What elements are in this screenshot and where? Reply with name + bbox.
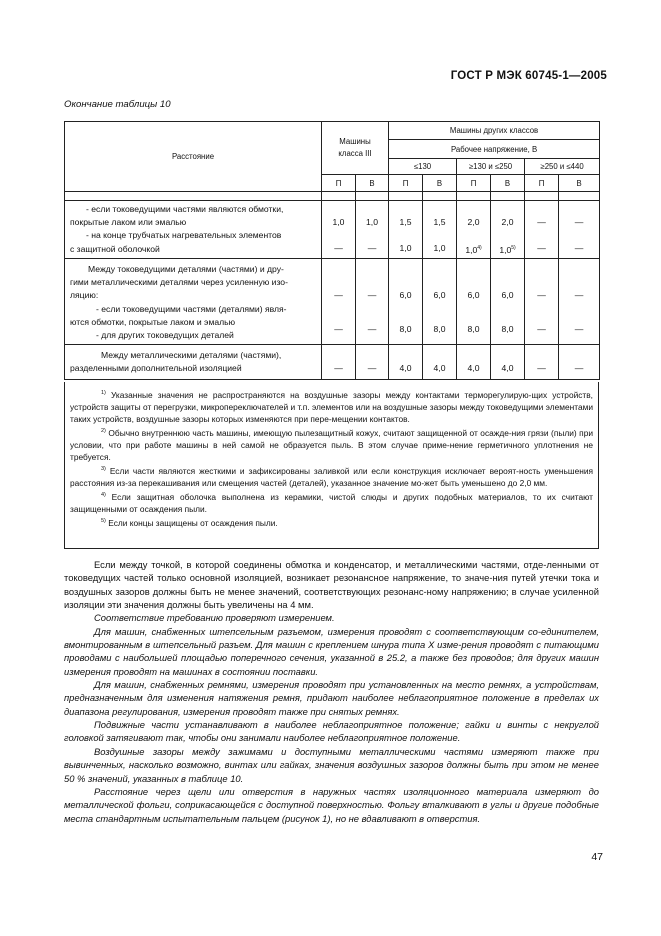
row-3-label: Между металлическими деталями (частями), разделенными дополнительной изоляцией <box>65 345 322 380</box>
table-cell: 2,0 1,0$^{5)}$ <box>491 201 525 259</box>
paragraph: Для машин, снабженных ремнями, измерения проводят при установленных на место ремнях, а устройствам, предназначенным для изменения натяжения ремня, придают наиболее неблагоприятное положение в пределах их диапазона регулирования, измерения проводят также при снятых ремнях. <box>64 679 599 717</box>
clearance-table <box>64 121 600 380</box>
table-cell: — — <box>525 259 559 345</box>
table-cell: 4,0 <box>491 345 525 380</box>
header-voltage-range-2: ≥130 и ≤250 <box>457 159 525 175</box>
body-text <box>64 558 599 825</box>
table-footnotes <box>64 382 599 549</box>
header-b: В <box>356 175 389 192</box>
table-caption: Окончание таблицы 10 <box>64 99 171 110</box>
document-id: ГОСТ Р МЭК 60745-1—2005 <box>450 70 607 82</box>
table-cell: 1,0 — <box>322 201 356 259</box>
table-cell: 4,0 <box>457 345 491 380</box>
table-cell: — — <box>559 201 600 259</box>
table-cell: — — <box>322 259 356 345</box>
table-cell: 6,0 8,0 <box>457 259 491 345</box>
table-cell: 4,0 <box>389 345 423 380</box>
paragraph: Подвижные части устанавливают в наиболее неблагоприятное положение; гайки и винты с некруглой головкой затягивают так, чтобы они занимали наиболее неблагоприятное положение. <box>64 719 599 744</box>
table-cell: 6,0 8,0 <box>491 259 525 345</box>
header-p: П <box>457 175 491 192</box>
header-voltage-range-1: ≤130 <box>389 159 457 175</box>
table-cell: — <box>322 345 356 380</box>
table-cell: — — <box>559 259 600 345</box>
footnote-1: $^{1)}$ Указанные значения не распространяются на воздушные зазоры между контактами терморегулирую-щих устройств, устройств защиты от перегрузки, микропереключателей и т.п. элементов или на воздушные зазоры между токоведущими элементами таких устройств, воздушные зазоры которых изменяются при пере-мещении контактов. <box>70 389 593 424</box>
paragraph: Расстояние через щели или отверстия в наружных частях изоляционного материала измеряют до металлической фольги, соприкасающейся с доступной поверхностью. Фольгу вталкивают в углы и другие подобные места стандартным испытательным пальцем (рисунок 1), но не вдавливают в отверстия. <box>64 785 599 824</box>
header-working-voltage: Рабочее напряжение, В <box>389 140 600 159</box>
table-cell: — — <box>525 201 559 259</box>
table-cell: 1,5 1,0 <box>389 201 423 259</box>
table-cell: — <box>356 345 389 380</box>
paragraph: Если между точкой, в которой соединены обмотка и конденсатор, и металлическими частями, отде-ленными от токоведущих частей только основной изоляцией, возникает резонансное напряжение, то значе-ния путей утечки тока и воздушных зазоров должны быть не менее значений, соответствующих резонанс-ному напряжению; в случае усиленной изоляции эти значения должны быть увеличены на 4 мм. <box>64 559 599 611</box>
table-cell: 4,0 <box>423 345 457 380</box>
footnote-4: $^{4)}$ Если защитная оболочка выполнена из керамики, чистой слюды и других подобных материалов, то их считают защищенными от осаждения пыли. <box>70 491 594 514</box>
header-b: В <box>491 175 525 192</box>
page-number: 47 <box>591 851 603 863</box>
row-2-label: Между токоведущими деталями (частями) и дру- гими металлическими деталями через усиленную изо- ляцию: - если токоведущими частями (деталями) явля- ются обмотки, покрытые лаком и эмалью - для других токоведущих деталей <box>65 259 322 345</box>
footnote-2: $^{2)}$ Обычно внутреннюю часть машины, имеющую пылезащитный кожух, считают защищенной от осажде-ния грязи (пыли) при условии, что при работе машины в ней самой не образуется пыль. В этом случае приме-нение герметичного уплотнения не требуется. <box>70 427 593 463</box>
table-cell: 6,0 8,0 <box>423 259 457 345</box>
footnote-3: $^{3)}$ Если части являются жесткими и зафиксированы заливкой или если конструкция исключает вероят-ность уменьшения расстояния из-за перекашивания или смещения частей (деталей), указанное значение мо-жет быть уменьшено до 2,0 мм. <box>70 465 593 488</box>
table-cell: — — <box>356 259 389 345</box>
paragraph: Соответствие требованию проверяют измерением. <box>94 612 335 624</box>
header-distance: Расстояние <box>65 122 322 192</box>
table-cell: — <box>559 345 600 380</box>
header-p: П <box>525 175 559 192</box>
table-cell: 1,5 1,0 <box>423 201 457 259</box>
header-p: П <box>389 175 423 192</box>
table-cell: 1,0 — <box>356 201 389 259</box>
footnote-5: $^{5)}$ Если концы защищены от осаждения пыли. <box>101 517 278 528</box>
header-voltage-range-3: ≥250 и ≤440 <box>525 159 600 175</box>
header-class-3: Машины класса III <box>322 122 389 175</box>
paragraph: Для машин, снабженных штепсельным разъемом, измерения проводят с соответствующим со-единителем, вмонтированным в штепсельный разъем. Для машин с креплением шнура типа X изме-рения проводят с питающими проводами с наибольшей площадью поперечного сечения, указанной в 25.2, а также без проводов; для других машин измерения проводят на машинах в состоянии поставки. <box>64 625 599 677</box>
row-1-label: - если токоведущими частями являются обмотки, покрытые лаком или эмалью - на конце трубчатых нагревательных элементов с защитной оболочкой <box>65 201 322 259</box>
header-other-classes: Машины других классов <box>389 122 600 140</box>
header-p: П <box>322 175 356 192</box>
paragraph: Воздушные зазоры между зажимами и доступными металлическими частями измеряют также при вывинченных, насколько возможно, винтах или гайках, значения воздушных зазоров должны быть при этом не менее 50 % значений, указанных в таблице 10. <box>64 745 599 784</box>
table-cell: — <box>525 345 559 380</box>
header-b: В <box>559 175 600 192</box>
table-cell: 2,0 1,0$^{4)}$ <box>457 201 491 259</box>
header-b: В <box>423 175 457 192</box>
table-cell: 6,0 8,0 <box>389 259 423 345</box>
